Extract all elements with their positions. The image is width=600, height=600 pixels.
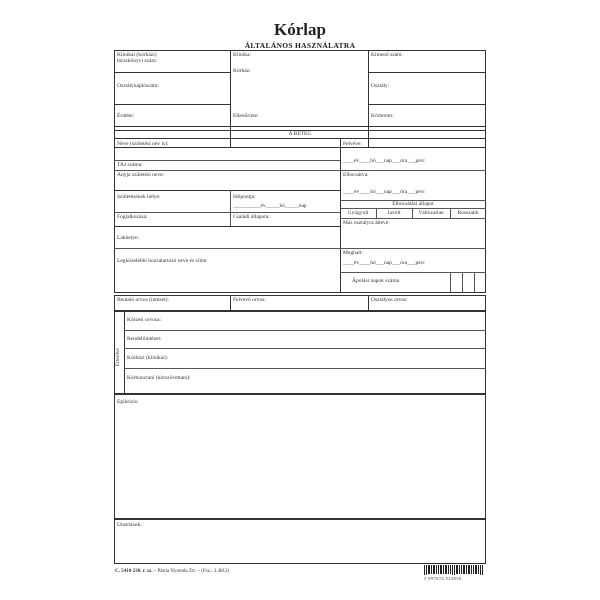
epicrisis-box[interactable] bbox=[114, 394, 486, 519]
field-pathology[interactable]: Kórbonctani (kórszövettani): bbox=[127, 375, 191, 381]
field-birth-date[interactable]: Időpontja: bbox=[233, 194, 256, 200]
field-ward-doctor[interactable]: Osztályos orvos: bbox=[371, 297, 408, 303]
field-osztalynaplo[interactable]: Osztálynaplószám: bbox=[117, 83, 159, 89]
state-healed[interactable]: Gyógyult bbox=[347, 210, 369, 216]
state-improved[interactable]: Javult bbox=[387, 210, 401, 216]
field-ellenorizte[interactable]: Ellenőrizte: bbox=[233, 113, 259, 119]
field-klinikai: Klinikai (kórházi) bbox=[117, 52, 157, 58]
field-kimeno-szam[interactable]: Kimenő szám: bbox=[371, 52, 403, 58]
form-subtitle: ÁLTALÁNOS HASZNÁLATRA bbox=[244, 41, 356, 50]
section-header-patient: A BETEG bbox=[288, 131, 312, 137]
discharge-state-label: Elbocsátási állapot bbox=[392, 201, 434, 207]
doctors-row bbox=[114, 295, 486, 311]
field-care-days: Ápolási napok száma bbox=[352, 278, 400, 284]
field-mother-name[interactable]: Anyja születési neve: bbox=[117, 172, 165, 178]
medical-record-form bbox=[112, 20, 488, 595]
field-korterem[interactable]: Kórterem: bbox=[371, 113, 394, 119]
field-admitted[interactable]: Felvéve: bbox=[343, 141, 362, 147]
field-klinika[interactable]: Klinika: bbox=[233, 52, 252, 58]
discharged-date-line[interactable]: ____év____hó___nap___óra___perc bbox=[343, 189, 425, 195]
field-next-of-kin[interactable]: Legközelebbi hozzátartozó neve és címe: bbox=[117, 258, 208, 264]
state-worse[interactable]: Rosszabb bbox=[457, 210, 479, 216]
field-deceased[interactable]: Meghalt: bbox=[343, 250, 363, 256]
field-discharged[interactable]: Elbocsátva: bbox=[343, 172, 369, 178]
field-district-doctor[interactable]: Körzeti orvosa: bbox=[127, 317, 162, 323]
field-erdebe[interactable]: Érdebe: bbox=[117, 113, 135, 119]
field-referring-doctor[interactable]: Beutaló orvos (intézet): bbox=[117, 297, 169, 303]
field-transferred[interactable]: Más osztályra áttéve: bbox=[343, 220, 390, 226]
field-hospital-clinical[interactable]: Kórházi (klinikai): bbox=[127, 355, 169, 361]
field-outpatient-clinic[interactable]: Rendelőintézet: bbox=[127, 336, 162, 342]
instructions-box[interactable] bbox=[114, 519, 486, 564]
deceased-date-line[interactable]: ____év____hó___nap___óra___perc bbox=[343, 260, 425, 266]
barcode-number: 5 997674 523850 bbox=[424, 576, 462, 581]
field-korhaz[interactable]: Kórház: bbox=[233, 68, 251, 74]
field-admitting-doctor[interactable]: Felvevő orvos: bbox=[233, 297, 266, 303]
field-osztaly[interactable]: Osztály: bbox=[371, 83, 390, 89]
field-torzskonyvi[interactable]: törzskönyvi szám: bbox=[117, 58, 158, 64]
field-patient-name[interactable]: Neve (születési név is): bbox=[117, 141, 169, 147]
field-occupation[interactable]: Foglalkozása: bbox=[117, 214, 148, 220]
notified-vertical-label: Értesítve bbox=[116, 348, 121, 366]
state-unchanged[interactable]: Változatlan bbox=[418, 210, 444, 216]
field-instructions: Utasítások: bbox=[117, 522, 142, 528]
form-code: C. 5410-230. r. sz. – Pátria Nyomda Zrt. – (Fsz.: 3.4812) bbox=[115, 569, 230, 574]
notified-block bbox=[114, 311, 486, 394]
field-residence[interactable]: Lakhelye: bbox=[117, 235, 139, 241]
field-birth-place[interactable]: Születésének helye: bbox=[117, 194, 161, 200]
birth-date-line[interactable]: __________év_____hó_____nap bbox=[233, 203, 307, 209]
field-taj[interactable]: TAJ száma: bbox=[117, 162, 143, 168]
form-title: Kórlap bbox=[274, 20, 326, 39]
field-marital-status[interactable]: Családi állapota: bbox=[233, 214, 270, 220]
admitted-date-line[interactable]: ____év____hó___nap___óra___perc bbox=[343, 158, 425, 164]
field-epicrisis: Epikrízis: bbox=[117, 399, 139, 405]
